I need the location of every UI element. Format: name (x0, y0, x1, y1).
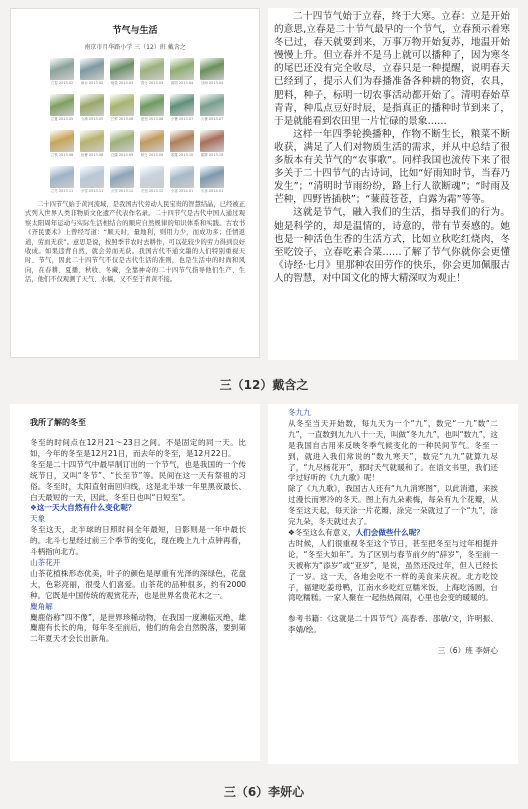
poster-subtitle: 南京市月华路小学 三（12）班 戴含之 (84, 44, 186, 51)
solar-term-cell (140, 166, 164, 193)
solar-term-cell (200, 94, 224, 121)
solar-term-label: 小暑 2013.07 (170, 117, 194, 121)
solar-term-photo (140, 130, 164, 152)
solar-term-label: 小寒 2014.01 (170, 189, 194, 193)
question-text: 这一天大自然有什么变化呢？ (36, 503, 136, 513)
question-heading: ❖这一天大自然有什么变化呢？ (30, 503, 136, 513)
essay-paragraph: 这样一年四季轮换播种，作物不断生长，粮菜不断收获，满足了人们对物质生活的需求，并从中总结了很多版本有关节气的“农事歌”。同样我国也流传下来了很多关于二十四节气的古诗词，比如“好雨知时节，当春乃发生”；“清明时节雨纷纷，路上行人欲断魂”；“时雨及芒种，四野皆插秧”；“蒹葭苍苍，白露为霜”等等。 (274, 128, 510, 206)
solar-term-label: 秋分 2013.09 (140, 153, 164, 157)
solar-term-label: 白露 2013.09 (110, 153, 134, 157)
article-paragraph: 古时候，人们很重视冬至这个节日，甚至把冬至与过年相提并论，“冬至大如年”。为了区别与春节前夕的“辞岁”，冬至前一天被称为“添岁”或“亚岁”，是说，虽然还没过年，但人已经长了一岁。这一天，各地会吃不一样的美食来庆祝。北方吃饺子，福建吃姜母鸭，江南水乡吃红豆糯米饭，上海吃汤圆，台湾吃糯糕。一家人聚在一起热热闹闹，心里也会变的暖暖的。 (288, 538, 498, 603)
solar-term-label: 雨水 2013.02 (80, 81, 104, 85)
solar-term-cell (140, 130, 164, 157)
reference-note: 参考书籍：《这就是二十四节气》高春香、邵敏/文，许明振、李婧/绘。 (288, 614, 498, 635)
solar-term-photo (110, 58, 134, 80)
solar-term-cell (80, 130, 104, 157)
solar-term-photo (170, 94, 194, 116)
signature: 三（6）班 李妍心 (437, 646, 498, 656)
article-paragraph: 除了《九九歌》，我国古人还有“九九消寒图”，以此消遣，来挨过漫长而寒冷的冬天。图上有九朵素梅，每朵有九个花瓣，从冬至这天起，每天涂一片花瓣，涂完一朵就过了一个“九”，涂完九朵，冬天就过去了。 (288, 484, 498, 527)
article-paragraph: 山茶花植株形态优美，叶子的颜色是厚重有光泽的深绿色，花盘大，色彩亮丽，很受人们喜爱。山茶花的品种很多，约有2000种。它既是中国传统的观赏花卉，也是世界名贵花木之一。 (30, 568, 246, 600)
solar-term-label: 小雪 2013.11 (80, 189, 104, 193)
solar-term-photo (80, 130, 104, 152)
section-heading: 麋角解 (30, 601, 53, 611)
solar-term-cell (170, 58, 194, 85)
solar-term-cell (80, 58, 104, 85)
solar-term-label: 立春 2013.02 (50, 81, 74, 85)
solar-term-cell (170, 166, 194, 193)
solar-term-photo (110, 166, 134, 188)
solar-term-cell (80, 94, 104, 121)
solar-term-photo (200, 94, 224, 116)
solar-term-label: 冬至 2013.12 (140, 189, 164, 193)
poster-body-text: 二十四节气始于黄河流域，是我国古代劳动人民宝贵的智慧结晶，已经被正式列入世界人类非物质文化遗产代表作名录。二十四节气是古代中国人通过观察太阳周年运动与实际生活相结合的顺应自然规律的知识体系和实践。古农书《齐民要术》上曾经写道：“顺天时，量地利，则用力少，而成功多；任情返道，劳而无获”。意思是说，按照季节农时去耕作，可以花较少的劳力得到良好收成。如果违背自然，就会劳而无获。我国古代不通文墨的人们特别重视天时、节气，因此二十四节气不仅是古代生活的准则，也是生活中的时尚和风向，在春耕、夏播、秋收、冬藏，全靠神奇的二十四节气指导他们生产、生活，他们不仅观测了天气、水稿，又不至于青黄不接。 (25, 201, 245, 284)
article-paragraph: 从冬至当天开始数，每九天为一个“九”，数完“一九”数“二九”，一直数到九九八十一天，叫做“冬九九”，也叫“数九”，这是我国自古用来反映冬季气候变化的一种民间节气。冬至一到，就进入我们常说的“数九寒天”，数完“九九”就算九尽了，“九尽杨花开”，那时天气就暖和了。在语文书里，我们还学过好听的《九九歌》呢！ (288, 418, 498, 483)
solar-term-cell (110, 166, 134, 193)
solar-term-cell (50, 58, 74, 85)
solar-term-photo (170, 130, 194, 152)
solar-term-cell (140, 58, 164, 85)
article-paragraph: 麋鹿俗称“四不像”，是世界珍稀动物，在我国一度濒临灭绝，雄麋鹿有长长的角，每年冬至前后，他们的角会自然脱落，要到第二年夏天才会长出新角。 (30, 612, 246, 644)
solar-term-cell (170, 130, 194, 157)
solar-term-photo (50, 130, 74, 152)
section-heading: 山茶花开 (30, 557, 61, 567)
solar-term-label: 霜降 2013.10 (200, 153, 224, 157)
article-paragraph: 冬至是二十四节气中最早制订出的一个节气，也是我国的一个传统节日，又叫“冬节”、“长至节”等。民间在这一天有祭祖的习俗。冬至时，太阳直射南回归线，这是北半球一年里黑夜最长、白天最短的一天，因此，冬至日也叫“日短至”。 (30, 459, 246, 502)
solar-term-photo (170, 58, 194, 80)
article-paragraph: 冬至的时间点在12月21～23日之间。不是固定的同一天。比如，今年的冬至是12月21日，而去年的冬至，是12月22日。 (30, 438, 246, 458)
caption-author-1: 三（12）戴含之 (219, 378, 309, 392)
solar-term-label: 大雪 2013.12 (110, 189, 134, 193)
solar-term-label: 惊蛰 2013.03 (110, 81, 134, 85)
solar-term-photo (50, 166, 74, 188)
solar-term-cell (80, 166, 104, 193)
section-heading: 冬九九 (288, 408, 311, 417)
article-paragraph: 冬至这天，北半球的日照时间全年最短，日影则是一年中最长的。北斗七星经过前三个季节的变化，现在晚上九十点钟再看，斗柄指向北方。 (30, 525, 246, 557)
solar-term-photo (200, 130, 224, 152)
question-prefix: 冬至这么有意义， (294, 527, 356, 537)
caption-author-2: 三（6）李妍心 (223, 785, 305, 799)
solar-term-cell (110, 58, 134, 85)
solar-term-cell (170, 94, 194, 121)
winter-solstice-page-2 (268, 404, 518, 764)
solar-term-photo-grid (50, 58, 259, 193)
poster-page-1 (10, 8, 260, 358)
solar-term-label: 立冬 2013.11 (50, 189, 74, 193)
solar-term-photo (140, 94, 164, 116)
solar-term-photo (80, 58, 104, 80)
winter-solstice-page-1 (10, 404, 260, 761)
solar-term-label: 春分 2013.03 (140, 81, 164, 85)
solar-term-photo (110, 94, 134, 116)
solar-term-label: 立秋 2013.08 (50, 153, 74, 157)
solar-term-label: 夏至 2013.06 (140, 117, 164, 121)
solar-term-label: 处暑 2013.08 (80, 153, 104, 157)
question-heading: ❖冬至这么有意义，人们会做些什么呢？ (288, 527, 424, 537)
solar-term-photo (170, 166, 194, 188)
article-title: 我所了解的冬至 (30, 418, 86, 427)
solar-term-cell (200, 166, 224, 193)
solar-term-cell (110, 94, 134, 121)
solar-term-label: 小满 2013.05 (80, 117, 104, 121)
essay-page-2 (268, 8, 518, 360)
solar-term-label: 谷雨 2013.04 (200, 81, 224, 85)
solar-term-cell (50, 166, 74, 193)
solar-term-photo (200, 166, 224, 188)
solar-term-cell (200, 58, 224, 85)
solar-term-cell (110, 130, 134, 157)
solar-term-label: 大暑 2013.07 (200, 117, 224, 121)
solar-term-cell (50, 130, 74, 157)
solar-term-photo (50, 58, 74, 80)
solar-term-cell (50, 94, 74, 121)
solar-term-photo (80, 166, 104, 188)
solar-term-cell (200, 130, 224, 157)
solar-term-label: 清明 2013.04 (170, 81, 194, 85)
solar-term-photo (50, 94, 74, 116)
solar-term-label: 芒种 2013.06 (110, 117, 134, 121)
solar-term-photo (140, 166, 164, 188)
essay-paragraph: 这就是节气，融入我们的生活，指导我们的行为。她是科学的，却是温情的，诗意的，带有节奏感的。她也是一种活色生香的生活方式，比如立秋吃红烧肉，冬至吃饺子，立春吃素合菜……了解了节气你就你会更懂《诗经·七月》里那种农田劳作的快乐，你会更加佩服古人的智慧，对中国文化的博大精深叹为观止！ (274, 207, 510, 284)
section-heading: 天象 (30, 514, 46, 524)
essay-paragraph: 二十四节气始于立春，终于大寒。立春：立是开始的意思,立春是二十节气最早的一个节气，立春预示着寒冬已过，春天就要到来，万事万物开始复苏，地温开始慢慢上升。但立春并不是马上就可以播种了，因为寒冬的尾巴还没有完全收尽，立春只是一种提醒，说明春天已经到了，提示人们为春播准备各种耕的物资，农具，肥料，种子，标明一切农事活动都开始了。清明春始草青青，种瓜点豆好时辰，是指真正的播种时节到来了，于是就能看到农田里一片忙碌的景象…… (274, 11, 510, 127)
question-text: 人们会做些什么呢？ (355, 527, 424, 537)
solar-term-photo (80, 94, 104, 116)
solar-term-label: 立夏 2013.05 (50, 117, 74, 121)
solar-term-label: 寒露 2013.10 (170, 153, 194, 157)
solar-term-label: 大寒 2014.01 (200, 189, 224, 193)
solar-term-photo (140, 58, 164, 80)
poster-title: 节气与生活 (112, 26, 158, 36)
solar-term-photo (110, 130, 134, 152)
solar-term-cell (140, 94, 164, 121)
solar-term-photo (200, 58, 224, 80)
